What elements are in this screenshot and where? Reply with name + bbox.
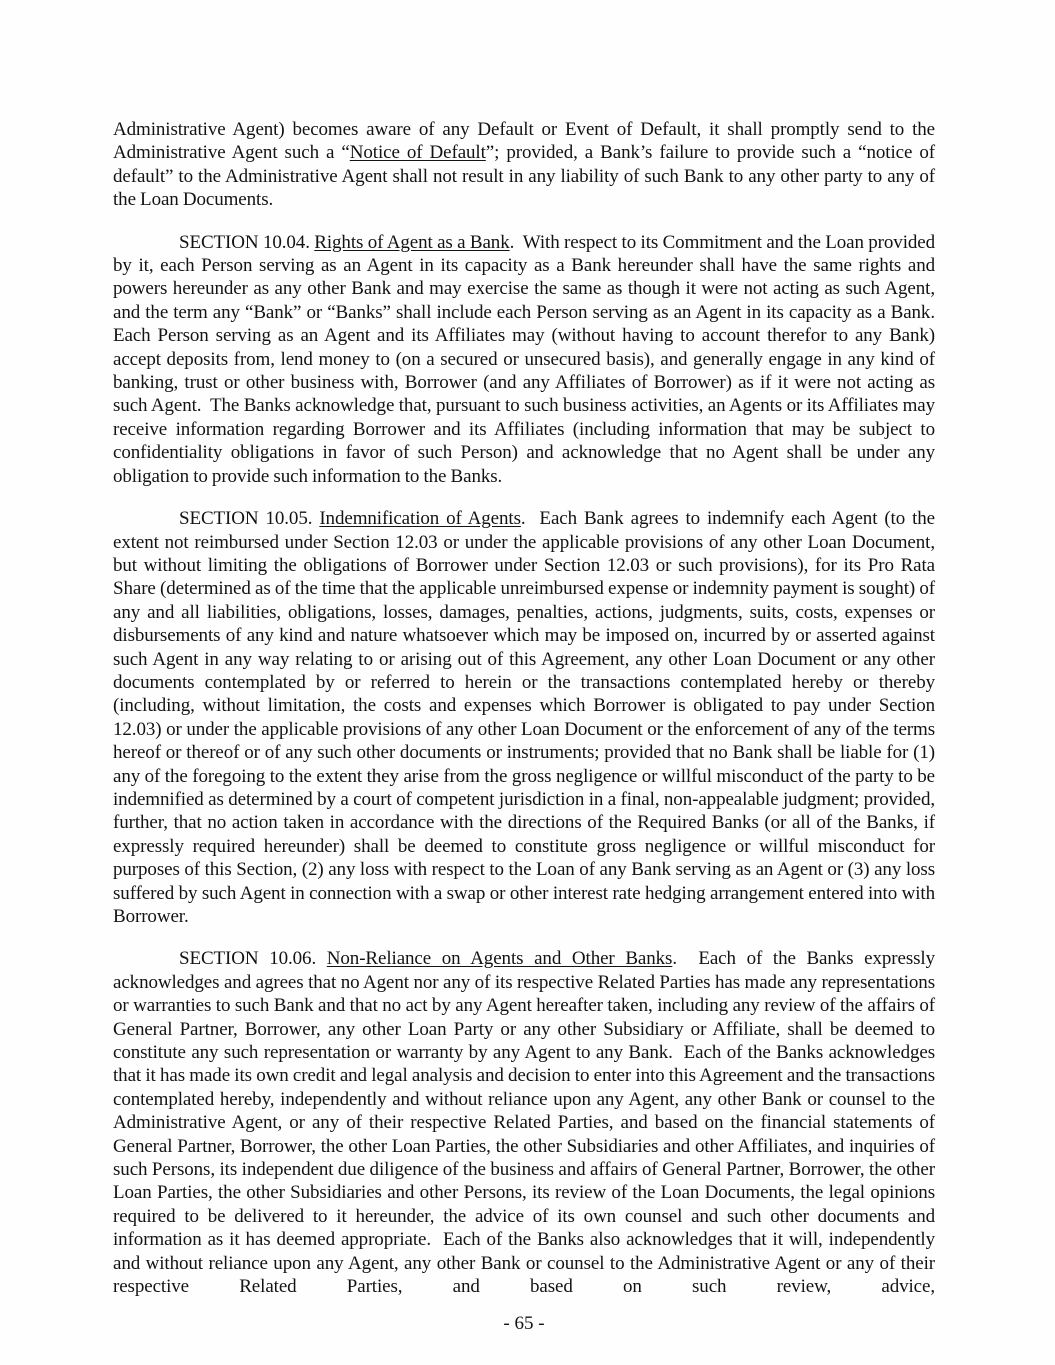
paragraph-section-10-06	[113, 947, 935, 1298]
section-title-underlined: Rights of Agent as a Bank	[314, 231, 510, 253]
section-title-underlined: Indemnification of Agents	[319, 508, 521, 530]
paragraph-text: Administrative Agent) becomes aware of any Default or Event of Default, it shall promptly send to the Administrative Agent such a “	[113, 119, 935, 164]
paragraph-text: . With respect to its Commitment and the Loan provided by it, each Person serving as an Agent in its capacity as a Bank hereunder shall have the same rights and powers hereunder as any other Bank and may exercise the same as though it were not acting as such Agent, and the term any “Bank” or “Banks” shall include each Person serving as an Agent in its capacity as a Bank. Each Person serving as an Agent and its Affiliates may (without having to account therefor to any Bank) accept deposits from, lend money to (on a secured or unsecured basis), and generally engage in any kind of banking, trust or other business with, Borrower (and any Affiliates of Borrower) as if it were not acting as such Agent. The Banks acknowledge that, pursuant to such business activities, an Agents or its Affiliates may receive information regarding Borrower and its Affiliates (including information that may be subject to confidentiality obligations in favor of such Person) and acknowledge that no Agent shall be under any obligation to provide such information to the Banks.	[113, 231, 936, 487]
page-number: - 65 -	[503, 1312, 545, 1334]
section-number-label: SECTION 10.04.	[179, 231, 315, 253]
document-content	[113, 118, 935, 1299]
section-title-underlined: Non-Reliance on Agents and Other Banks	[326, 948, 673, 970]
section-number-label: SECTION 10.06.	[179, 948, 327, 970]
paragraph-section-10-05	[113, 507, 935, 928]
defined-term-underlined: Notice of Default	[349, 142, 486, 164]
paragraph-text: . Each of the Banks expressly acknowledges and agrees that no Agent nor any of its respective Related Parties has made any representations or warranties to such Bank and that no act by any Agent hereafter taken, including any review of the affairs of General Partner, Borrower, any other Loan Party or any other Subsidiary or Affiliate, shall be deemed to constitute any such representation or warranty by any Agent to any Bank. Each of the Banks acknowledges that it has made its own credit and legal analysis and decision to enter into this Agreement and the transactions contemplated hereby, independently and without reliance upon any Agent, any other Bank or counsel to the Administrative Agent, or any of their respective Related Parties, and based on the financial statements of General Partner, Borrower, the other Loan Parties, the other Subsidiaries and other Affiliates, and inquiries of such Persons, its independent due diligence of the business and affairs of General Partner, Borrower, the other Loan Parties, the other Subsidiaries and other Persons, its review of the Loan Documents, the legal opinions required to be delivered to it hereunder, the advice of its own counsel and such other documents and information as it has deemed appropriate. Each of the Banks also acknowledges that it will, independently and without reliance upon any Agent, any other Bank or counsel to the Administrative Agent or any of their respective Related Parties, and based on such review, advice,	[113, 948, 936, 1298]
paragraph-continuation	[113, 118, 935, 212]
paragraph-text: ”; provided, a Bank’s failure to provide such a “notice of default” to the Administrative Agent shall not result in any liability of such Bank to any other party to any of the Loan Documents.	[113, 142, 935, 211]
section-number-label: SECTION 10.05.	[179, 508, 320, 530]
paragraph-section-10-04	[113, 231, 935, 488]
paragraph-text: . Each Bank agrees to indemnify each Agent (to the extent not reimbursed under Section 12.03 or under the applicable provisions of any other Loan Document, but without limiting the obligations of Borrower under Section 12.03 or such provisions), for its Pro Rata Share (determined as of the time that the applicable unreimbursed expense or indemnity payment is sought) of any and all liabilities, obligations, losses, damages, penalties, actions, judgments, suits, costs, expenses or disbursements of any kind and nature whatsoever which may be imposed on, incurred by or asserted against such Agent in any way relating to or arising out of this Agreement, any other Loan Document or any other documents contemplated by or referred to herein or the transactions contemplated hereby or thereby (including, without limitation, the costs and expenses which Borrower is obligated to pay under Section 12.03) or under the applicable provisions of any other Loan Document or the enforcement of any of the terms hereof or thereof or of any such other documents or instruments; provided that no Bank shall be liable for (1) any of the foregoing to the extent they arise from the gross negligence or willful misconduct of the party to be indemnified as determined by a court of competent jurisdiction in a final, non-appealable judgment; provided, further, that no action taken in accordance with the directions of the Required Banks (or all of the Banks, if expressly required hereunder) shall be deemed to constitute gross negligence or willful misconduct for purposes of this Section, (2) any loss with respect to the Loan of any Bank serving as an Agent or (3) any loss suffered by such Agent in connection with a swap or other interest rate hedging arrangement entered into with Borrower.	[113, 508, 935, 927]
